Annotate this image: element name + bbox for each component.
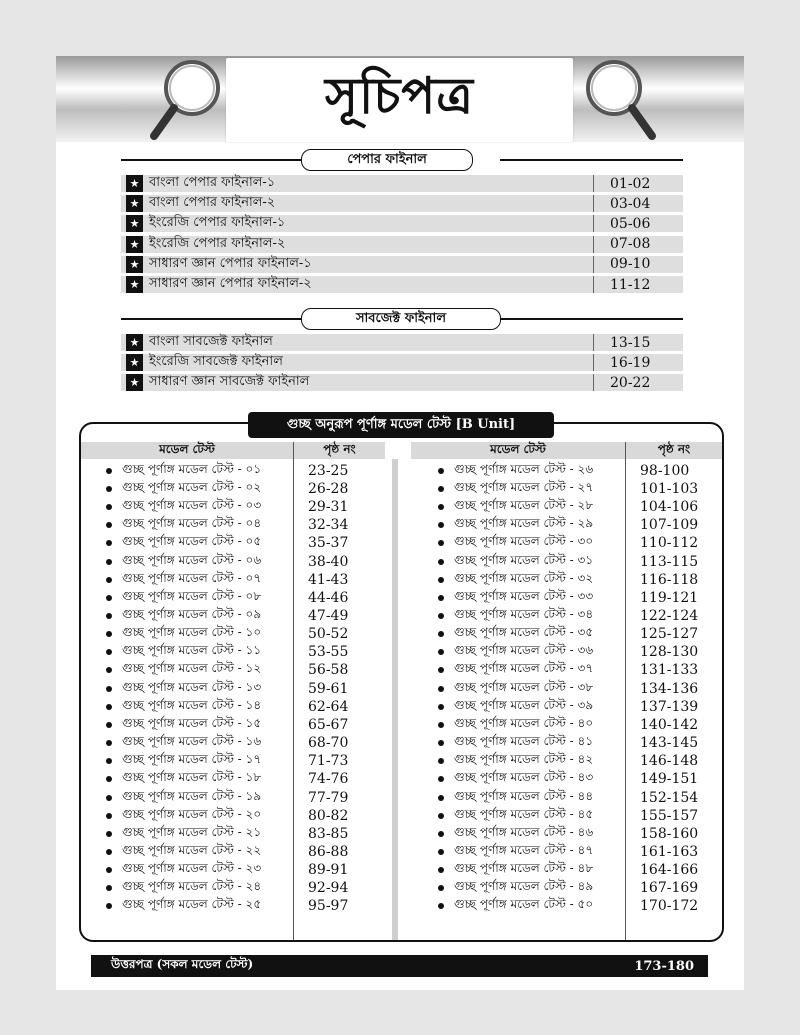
toc-pages: 16-19 bbox=[593, 354, 683, 371]
model-test-label: গুচ্ছ পূর্ণাঙ্গ মডেল টেস্ট - ০৮ bbox=[122, 588, 262, 603]
model-test-row bbox=[106, 662, 261, 680]
star-icon: ★ bbox=[126, 334, 143, 351]
model-test-row bbox=[438, 843, 593, 861]
bullet-icon bbox=[106, 831, 112, 837]
model-test-pages: 122-124 bbox=[640, 608, 699, 625]
toc-pages: 09-10 bbox=[593, 256, 683, 273]
bullet-icon bbox=[438, 577, 444, 583]
toc-row bbox=[121, 195, 683, 213]
model-test-pages: 143-145 bbox=[640, 735, 699, 752]
bullet-icon bbox=[106, 504, 112, 510]
model-test-pages: 50-52 bbox=[308, 626, 349, 643]
model-test-label: গুচ্ছ পূর্ণাঙ্গ মডেল টেস্ট - ৩৬ bbox=[454, 643, 594, 658]
model-test-row bbox=[106, 807, 261, 825]
model-test-label: গুচ্ছ পূর্ণাঙ্গ মডেল টেস্ট - ১৪ bbox=[122, 697, 262, 712]
bullet-icon bbox=[438, 740, 444, 746]
bullet-icon bbox=[438, 504, 444, 510]
model-test-label: গুচ্ছ পূর্ণাঙ্গ মডেল টেস্ট - ২৮ bbox=[454, 498, 594, 513]
model-test-row bbox=[438, 589, 593, 607]
model-test-label: গুচ্ছ পূর্ণাঙ্গ মডেল টেস্ট - ২৫ bbox=[122, 897, 262, 912]
bullet-icon bbox=[438, 758, 444, 764]
star-icon: ★ bbox=[126, 215, 143, 232]
toc-pages: 11-12 bbox=[593, 276, 683, 293]
toc-row bbox=[121, 236, 683, 254]
model-test-row bbox=[438, 553, 593, 571]
answer-sheet-label: উত্তরপত্র (সকল মডেল টেস্ট) bbox=[111, 957, 254, 971]
bullet-icon bbox=[438, 885, 444, 891]
model-test-row bbox=[106, 698, 261, 716]
model-test-pages: 65-67 bbox=[308, 716, 349, 733]
model-test-row bbox=[106, 607, 261, 625]
model-test-label: গুচ্ছ পূর্ণাঙ্গ মডেল টেস্ট - ১১ bbox=[122, 643, 262, 658]
bullet-icon bbox=[106, 631, 112, 637]
model-test-row bbox=[106, 516, 261, 534]
model-test-pages: 128-130 bbox=[640, 644, 699, 661]
bullet-icon bbox=[438, 686, 444, 692]
model-test-pages: 86-88 bbox=[308, 843, 349, 860]
model-test-pages: 104-106 bbox=[640, 499, 699, 516]
bullet-icon bbox=[438, 631, 444, 637]
model-test-row bbox=[106, 825, 261, 843]
model-test-pages: 113-115 bbox=[640, 553, 699, 570]
model-test-pages: 167-169 bbox=[640, 880, 699, 897]
toc-label: সাধারণ জ্ঞান সাবজেক্ট ফাইনাল bbox=[149, 374, 310, 390]
bullet-icon bbox=[438, 722, 444, 728]
bullet-icon bbox=[438, 559, 444, 565]
section-heading-label: সাবজেক্ট ফাইনাল bbox=[355, 310, 447, 326]
model-test-pages: 74-76 bbox=[308, 771, 349, 788]
model-test-row bbox=[438, 771, 593, 789]
toc-row bbox=[121, 334, 683, 352]
bullet-icon bbox=[106, 849, 112, 855]
star-icon: ★ bbox=[126, 195, 143, 212]
model-test-label: গুচ্ছ পূর্ণাঙ্গ মডেল টেস্ট - ৫০ bbox=[454, 897, 594, 912]
bullet-icon bbox=[438, 831, 444, 837]
bullet-icon bbox=[438, 795, 444, 801]
model-test-pages: 47-49 bbox=[308, 608, 349, 625]
bullet-icon bbox=[106, 722, 112, 728]
model-test-pages: 80-82 bbox=[308, 807, 349, 824]
title-box bbox=[226, 58, 573, 142]
toc-label: সাধারণ জ্ঞান পেপার ফাইনাল-১ bbox=[149, 255, 312, 271]
model-test-pages: 59-61 bbox=[308, 680, 349, 697]
model-test-row bbox=[106, 861, 261, 879]
model-test-label: গুচ্ছ পূর্ণাঙ্গ মডেল টেস্ট - ০৩ bbox=[122, 498, 262, 513]
toc-pages: 13-15 bbox=[593, 334, 683, 351]
model-test-row bbox=[106, 843, 261, 861]
toc-row bbox=[121, 276, 683, 294]
column-divider bbox=[392, 459, 398, 940]
model-test-label: গুচ্ছ পূর্ণাঙ্গ মডেল টেস্ট - ২৬ bbox=[454, 461, 594, 476]
model-test-label: গুচ্ছ পূর্ণাঙ্গ মডেল টেস্ট - ১০ bbox=[122, 625, 262, 640]
model-test-label: গুচ্ছ পূর্ণাঙ্গ মডেল টেস্ট - ৪৩ bbox=[454, 770, 594, 785]
model-test-pages: 152-154 bbox=[640, 789, 699, 806]
heading-rule bbox=[500, 159, 683, 161]
column-header-label: মডেল টেস্ট bbox=[159, 441, 215, 456]
model-test-row bbox=[438, 662, 593, 680]
column-header-model bbox=[411, 442, 625, 459]
star-icon: ★ bbox=[126, 354, 143, 371]
heading-rule bbox=[121, 159, 301, 161]
model-test-label: গুচ্ছ পূর্ণাঙ্গ মডেল টেস্ট - ২২ bbox=[122, 842, 262, 857]
toc-pages: 20-22 bbox=[593, 374, 683, 391]
model-test-pages: 56-58 bbox=[308, 662, 349, 679]
model-test-pages: 134-136 bbox=[640, 680, 699, 697]
bullet-icon bbox=[106, 885, 112, 891]
model-test-row bbox=[438, 698, 593, 716]
model-test-label: গুচ্ছ পূর্ণাঙ্গ মডেল টেস্ট - ১৯ bbox=[122, 788, 262, 803]
model-test-label: গুচ্ছ পূর্ণাঙ্গ মডেল টেস্ট - ৩৯ bbox=[454, 697, 594, 712]
model-test-label: গুচ্ছ পূর্ণাঙ্গ মডেল টেস্ট - ৩৫ bbox=[454, 625, 594, 640]
model-test-row bbox=[106, 498, 261, 516]
bullet-icon bbox=[106, 813, 112, 819]
model-test-row bbox=[106, 680, 261, 698]
answer-sheet-row bbox=[91, 955, 708, 977]
model-test-label: গুচ্ছ পূর্ণাঙ্গ মডেল টেস্ট - ৪৪ bbox=[454, 788, 594, 803]
model-test-pages: 158-160 bbox=[640, 825, 699, 842]
model-test-row bbox=[106, 535, 261, 553]
model-test-label: গুচ্ছ পূর্ণাঙ্গ মডেল টেস্ট - ৪৫ bbox=[454, 806, 594, 821]
bullet-icon bbox=[106, 577, 112, 583]
model-test-pages: 35-37 bbox=[308, 535, 349, 552]
model-test-label: গুচ্ছ পূর্ণাঙ্গ মডেল টেস্ট - ৪১ bbox=[454, 734, 594, 749]
toc-label: বাংলা পেপার ফাইনাল-১ bbox=[149, 175, 276, 190]
toc-pages: 01-02 bbox=[593, 175, 683, 192]
model-test-row bbox=[106, 716, 261, 734]
bullet-icon bbox=[106, 903, 112, 909]
bullet-icon bbox=[106, 540, 112, 546]
model-test-row bbox=[106, 789, 261, 807]
column-header-page bbox=[294, 442, 385, 459]
model-test-row bbox=[106, 898, 261, 916]
model-test-pages: 95-97 bbox=[308, 898, 349, 915]
model-test-row bbox=[438, 734, 593, 752]
bullet-icon bbox=[106, 776, 112, 782]
model-test-pages: 116-118 bbox=[640, 571, 699, 588]
model-test-row bbox=[438, 516, 593, 534]
model-test-label: গুচ্ছ পূর্ণাঙ্গ মডেল টেস্ট - ২৯ bbox=[454, 516, 594, 531]
model-test-row bbox=[106, 752, 261, 770]
model-test-row bbox=[438, 498, 593, 516]
bullet-icon bbox=[438, 540, 444, 546]
toc-pages: 03-04 bbox=[593, 195, 683, 212]
model-test-row bbox=[106, 589, 261, 607]
bullet-icon bbox=[438, 667, 444, 673]
model-test-row bbox=[438, 607, 593, 625]
star-icon: ★ bbox=[126, 236, 143, 253]
model-test-label: গুচ্ছ পূর্ণাঙ্গ মডেল টেস্ট - ১৩ bbox=[122, 679, 262, 694]
model-test-label: গুচ্ছ পূর্ণাঙ্গ মডেল টেস্ট - ৩৭ bbox=[454, 661, 594, 676]
model-test-pages: 131-133 bbox=[640, 662, 699, 679]
section-heading-label: পেপার ফাইনাল bbox=[347, 151, 427, 167]
bullet-icon bbox=[106, 795, 112, 801]
model-test-pages: 53-55 bbox=[308, 644, 349, 661]
model-test-row bbox=[438, 752, 593, 770]
model-test-label: গুচ্ছ পূর্ণাঙ্গ মডেল টেস্ট - ২৪ bbox=[122, 879, 262, 894]
model-test-pages: 44-46 bbox=[308, 589, 349, 606]
model-test-row bbox=[438, 535, 593, 553]
bullet-icon bbox=[106, 613, 112, 619]
bullet-icon bbox=[438, 849, 444, 855]
section-heading-subject-final bbox=[301, 308, 501, 330]
bullet-icon bbox=[106, 559, 112, 565]
model-test-row bbox=[438, 898, 593, 916]
model-test-label: গুচ্ছ পূর্ণাঙ্গ মডেল টেস্ট - ২৭ bbox=[454, 479, 594, 494]
model-test-pages: 98-100 bbox=[640, 462, 690, 479]
star-icon: ★ bbox=[126, 276, 143, 293]
model-test-row bbox=[438, 571, 593, 589]
model-test-label: গুচ্ছ পূর্ণাঙ্গ মডেল টেস্ট - ৪৮ bbox=[454, 861, 594, 876]
toc-row bbox=[121, 175, 683, 193]
model-test-label: গুচ্ছ পূর্ণাঙ্গ মডেল টেস্ট - ০৯ bbox=[122, 607, 262, 622]
model-test-pages: 140-142 bbox=[640, 716, 699, 733]
bullet-icon bbox=[438, 867, 444, 873]
model-test-label: গুচ্ছ পূর্ণাঙ্গ মডেল টেস্ট - ১৬ bbox=[122, 734, 262, 749]
model-test-row bbox=[438, 879, 593, 897]
model-test-label: গুচ্ছ পূর্ণাঙ্গ মডেল টেস্ট - ৩১ bbox=[454, 552, 594, 567]
model-test-row bbox=[106, 625, 261, 643]
model-test-row bbox=[438, 861, 593, 879]
section-heading-paper-final bbox=[301, 149, 473, 171]
page-title: সূচিপত্র bbox=[325, 65, 474, 125]
toc-row bbox=[121, 215, 683, 233]
toc-pages: 05-06 bbox=[593, 215, 683, 232]
model-test-pages: 137-139 bbox=[640, 698, 699, 715]
bullet-icon bbox=[438, 486, 444, 492]
model-test-pages: 170-172 bbox=[640, 898, 699, 915]
model-test-pages: 62-64 bbox=[308, 698, 349, 715]
model-test-pages: 89-91 bbox=[308, 862, 349, 879]
column-header-page bbox=[626, 442, 722, 459]
toc-label: ইংরেজি পেপার ফাইনাল-২ bbox=[149, 235, 286, 251]
model-test-row bbox=[438, 807, 593, 825]
bullet-icon bbox=[438, 776, 444, 782]
magnifier-icon bbox=[144, 56, 230, 146]
model-test-label: গুচ্ছ পূর্ণাঙ্গ মডেল টেস্ট - ২০ bbox=[122, 806, 262, 821]
toc-pages: 07-08 bbox=[593, 236, 683, 253]
bullet-icon bbox=[106, 667, 112, 673]
model-test-heading-label: গুচ্ছ অনুরূপ পূর্ণাঙ্গ মডেল টেস্ট [B Unit] bbox=[286, 416, 516, 432]
model-test-pages: 71-73 bbox=[308, 753, 349, 770]
toc-label: ইংরেজি সাবজেক্ট ফাইনাল bbox=[149, 354, 283, 370]
model-test-label: গুচ্ছ পূর্ণাঙ্গ মডেল টেস্ট - ২১ bbox=[122, 824, 262, 839]
toc-row bbox=[121, 354, 683, 372]
model-test-row bbox=[438, 716, 593, 734]
model-test-row bbox=[106, 553, 261, 571]
model-test-heading bbox=[248, 412, 554, 438]
toc-label: বাংলা সাবজেক্ট ফাইনাল bbox=[149, 334, 273, 349]
magnifier-icon bbox=[576, 56, 662, 146]
model-test-label: গুচ্ছ পূর্ণাঙ্গ মডেল টেস্ট - ০১ bbox=[122, 461, 262, 476]
model-test-row bbox=[106, 571, 261, 589]
model-test-pages: 149-151 bbox=[640, 771, 699, 788]
heading-rule bbox=[500, 318, 683, 320]
bullet-icon bbox=[438, 649, 444, 655]
bullet-icon bbox=[106, 740, 112, 746]
bullet-icon bbox=[106, 522, 112, 528]
model-test-pages: 23-25 bbox=[308, 462, 349, 479]
model-test-row bbox=[438, 480, 593, 498]
bullet-icon bbox=[438, 468, 444, 474]
model-test-row bbox=[106, 771, 261, 789]
column-header-label: মডেল টেস্ট bbox=[490, 441, 546, 456]
star-icon: ★ bbox=[126, 256, 143, 273]
model-test-row bbox=[106, 462, 261, 480]
model-test-pages: 101-103 bbox=[640, 480, 699, 497]
model-test-label: গুচ্ছ পূর্ণাঙ্গ মডেল টেস্ট - ০৭ bbox=[122, 570, 262, 585]
model-test-pages: 68-70 bbox=[308, 735, 349, 752]
model-test-pages: 38-40 bbox=[308, 553, 349, 570]
model-test-pages: 161-163 bbox=[640, 843, 699, 860]
column-divider bbox=[625, 442, 626, 940]
bullet-icon bbox=[106, 649, 112, 655]
model-test-label: গুচ্ছ পূর্ণাঙ্গ মডেল টেস্ট - ৪০ bbox=[454, 715, 594, 730]
toc-label: বাংলা পেপার ফাইনাল-২ bbox=[149, 195, 276, 211]
toc-label: সাধারণ জ্ঞান পেপার ফাইনাল-২ bbox=[149, 276, 312, 291]
star-icon: ★ bbox=[126, 175, 143, 192]
bullet-icon bbox=[106, 595, 112, 601]
bullet-icon bbox=[438, 704, 444, 710]
bullet-icon bbox=[106, 867, 112, 873]
model-test-label: গুচ্ছ পূর্ণাঙ্গ মডেল টেস্ট - ১৭ bbox=[122, 752, 262, 767]
bullet-icon bbox=[106, 686, 112, 692]
model-test-pages: 77-79 bbox=[308, 789, 349, 806]
model-test-pages: 26-28 bbox=[308, 480, 349, 497]
toc-row bbox=[121, 256, 683, 274]
toc-page bbox=[56, 56, 744, 990]
model-test-label: গুচ্ছ পূর্ণাঙ্গ মডেল টেস্ট - ১৫ bbox=[122, 715, 262, 730]
model-test-pages: 155-157 bbox=[640, 807, 699, 824]
model-test-label: গুচ্ছ পূর্ণাঙ্গ মডেল টেস্ট - ৩৮ bbox=[454, 679, 594, 694]
model-test-label: গুচ্ছ পূর্ণাঙ্গ মডেল টেস্ট - ৩০ bbox=[454, 534, 594, 549]
model-test-row bbox=[438, 644, 593, 662]
bullet-icon bbox=[106, 704, 112, 710]
column-header-model bbox=[81, 442, 293, 459]
model-test-pages: 125-127 bbox=[640, 626, 699, 643]
model-test-label: গুচ্ছ পূর্ণাঙ্গ মডেল টেস্ট - ২৩ bbox=[122, 861, 262, 876]
model-test-row bbox=[106, 480, 261, 498]
model-test-label: গুচ্ছ পূর্ণাঙ্গ মডেল টেস্ট - ৪২ bbox=[454, 752, 594, 767]
bullet-icon bbox=[438, 813, 444, 819]
bullet-icon bbox=[438, 595, 444, 601]
model-test-row bbox=[106, 734, 261, 752]
model-test-label: গুচ্ছ পূর্ণাঙ্গ মডেল টেস্ট - ০৫ bbox=[122, 534, 262, 549]
bullet-icon bbox=[438, 903, 444, 909]
model-test-label: গুচ্ছ পূর্ণাঙ্গ মডেল টেস্ট - ১২ bbox=[122, 661, 262, 676]
model-test-pages: 164-166 bbox=[640, 862, 699, 879]
model-test-label: গুচ্ছ পূর্ণাঙ্গ মডেল টেস্ট - ৪৭ bbox=[454, 842, 594, 857]
model-test-row bbox=[438, 825, 593, 843]
column-divider bbox=[293, 442, 294, 940]
answer-sheet-pages: 173-180 bbox=[634, 958, 694, 974]
model-test-row bbox=[438, 625, 593, 643]
model-test-label: গুচ্ছ পূর্ণাঙ্গ মডেল টেস্ট - ৪৯ bbox=[454, 879, 594, 894]
bullet-icon bbox=[106, 758, 112, 764]
model-test-row bbox=[438, 462, 593, 480]
column-header-label: পৃষ্ঠ নং bbox=[323, 441, 356, 456]
model-test-pages: 41-43 bbox=[308, 571, 349, 588]
model-test-pages: 119-121 bbox=[640, 589, 699, 606]
model-test-label: গুচ্ছ পূর্ণাঙ্গ মডেল টেস্ট - ০২ bbox=[122, 479, 262, 494]
model-test-label: গুচ্ছ পূর্ণাঙ্গ মডেল টেস্ট - ০৪ bbox=[122, 516, 262, 531]
toc-label: ইংরেজি পেপার ফাইনাল-১ bbox=[149, 215, 286, 231]
model-test-label: গুচ্ছ পূর্ণাঙ্গ মডেল টেস্ট - ৩৪ bbox=[454, 607, 594, 622]
model-test-pages: 107-109 bbox=[640, 517, 699, 534]
model-test-label: গুচ্ছ পূর্ণাঙ্গ মডেল টেস্ট - ১৮ bbox=[122, 770, 262, 785]
model-test-pages: 92-94 bbox=[308, 880, 349, 897]
bullet-icon bbox=[438, 613, 444, 619]
bullet-icon bbox=[438, 522, 444, 528]
model-test-pages: 32-34 bbox=[308, 517, 349, 534]
model-test-label: গুচ্ছ পূর্ণাঙ্গ মডেল টেস্ট - ০৬ bbox=[122, 552, 262, 567]
model-test-row bbox=[438, 789, 593, 807]
bullet-icon bbox=[106, 486, 112, 492]
model-test-label: গুচ্ছ পূর্ণাঙ্গ মডেল টেস্ট - ৪৬ bbox=[454, 824, 594, 839]
toc-row bbox=[121, 374, 683, 392]
model-test-pages: 146-148 bbox=[640, 753, 699, 770]
heading-rule bbox=[121, 318, 301, 320]
bullet-icon bbox=[106, 468, 112, 474]
star-icon: ★ bbox=[126, 374, 143, 391]
model-test-row bbox=[106, 879, 261, 897]
model-test-row bbox=[106, 644, 261, 662]
column-header-label: পৃষ্ঠ নং bbox=[657, 441, 691, 456]
model-test-pages: 29-31 bbox=[308, 499, 349, 516]
model-test-pages: 83-85 bbox=[308, 825, 349, 842]
model-test-label: গুচ্ছ পূর্ণাঙ্গ মডেল টেস্ট - ৩৩ bbox=[454, 588, 594, 603]
model-test-label: গুচ্ছ পূর্ণাঙ্গ মডেল টেস্ট - ৩২ bbox=[454, 570, 594, 585]
model-test-pages: 110-112 bbox=[640, 535, 699, 552]
model-test-row bbox=[438, 680, 593, 698]
